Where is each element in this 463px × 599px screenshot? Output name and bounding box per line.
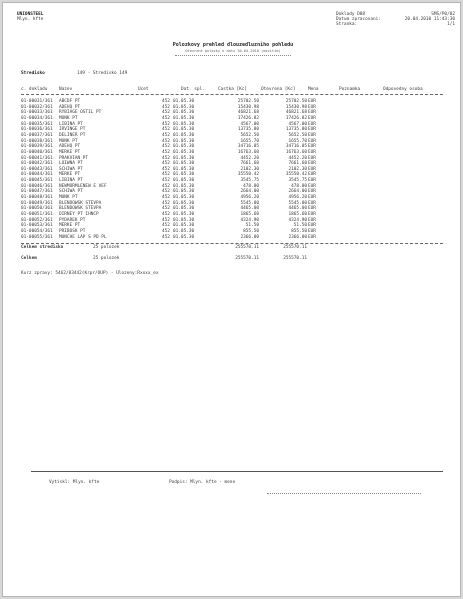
open-amount: 15430.98 [285,104,307,110]
doc-number: 01-00035/361 [21,121,53,127]
open-amount: 3545.75 [288,178,307,184]
open-amount: 4465.00 [288,206,307,212]
currency: EUR [308,178,316,184]
amount: 2102.30 [240,166,259,172]
partner-name: SCHIWA PT [59,189,83,195]
currency: EUR [308,121,316,127]
partner-name: PRIBOSK PT [59,228,86,234]
partner-name: LOIWNA PT [59,161,83,167]
doc-number: 01-00045/361 [21,178,53,184]
header-label-date: Datum zpracovani: [336,17,381,22]
header-label-doklady: Doklady D88 [336,12,366,17]
col-responsible: Odpovedny osoba [383,87,423,92]
table-row [21,161,413,166]
signature-line [267,493,421,494]
partner-name: ADEHQ PT [59,144,81,150]
signature-label: Podpis: Mlyn. kfte - mene [169,480,236,485]
account: 452 [162,144,170,150]
account: 452 [162,200,170,206]
amount: 35550.42 [237,172,259,178]
due-date: 01.05.30 [173,172,195,178]
account: 452 [162,127,170,133]
amount: 1865.60 [240,212,259,217]
account: 452 [162,234,170,240]
amount: 4465.00 [240,206,259,212]
due-date: 01.05.30 [173,121,195,127]
open-amount: 4324.90 [288,217,307,223]
report-page [2,2,461,597]
account: 452 [162,161,170,167]
due-date: 01.05.30 [173,195,195,201]
amount: 25702.50 [237,99,259,104]
doc-number: 01-00049/361 [21,200,53,206]
open-amount: 5652.50 [288,132,307,138]
table-row [21,116,413,121]
open-amount: 4956.20 [288,195,307,201]
open-amount: 25702.50 [285,99,307,104]
currency: EUR [308,223,316,229]
currency: EUR [308,149,316,155]
table-row [21,156,413,161]
due-date: 01.05.30 [173,99,195,104]
doc-number: 01-00040/361 [21,149,53,155]
amount: 15430.98 [237,104,259,110]
currency: EUR [308,155,316,161]
total-label: Celkem [21,256,37,261]
footer-rule [31,471,443,472]
account: 452 [162,189,170,195]
partner-name: IRVINGE PT [59,127,86,133]
account: 452 [162,104,170,110]
col-name: Nazev [59,87,73,92]
total-amount: 255570.11 [235,256,259,261]
partner-name: ADEHQ PT [59,104,81,110]
table-row [21,229,413,234]
partner-name: MERKE PT [59,172,81,178]
account: 452 [162,223,170,229]
open-amount: 4567.00 [288,121,307,127]
currency: EUR [308,200,316,206]
account: 452 [162,166,170,172]
open-amount: 7661.60 [288,161,307,167]
page-number: 1/1 [447,22,455,27]
due-date: 01.05.30 [173,200,195,206]
doc-number: 01-00043/361 [21,166,53,172]
amount: 478.00 [243,183,259,189]
amount: 4956.20 [240,195,259,201]
due-date: 01.05.30 [173,223,195,229]
printed-by: Vytiskl: Mlyn. kfte [49,480,100,485]
table-row [21,172,413,177]
account: 452 [162,195,170,201]
report-title: Polozkovy prehled dlouzedluzniho pohledu [172,42,294,48]
amount: 1655.70 [240,138,259,144]
subtotal-label: Celkem stredisko [21,245,64,250]
subtotal-open: 255570.11 [283,245,307,250]
doc-number: 01-00054/361 [21,228,53,234]
partner-name: DIRNEY PT IHNCP [59,212,99,217]
due-date: 01.05.30 [173,104,195,110]
open-amount: 16763.60 [285,149,307,155]
partner-name: LIBINA PT [59,121,83,127]
account: 452 [162,138,170,144]
filter-label: Stredisko [21,71,45,76]
exchange-footnote: Kurz zpravy: 5462/03442(Krpr/OUP) - Ulozeny:Rxxxx_ex [21,271,159,276]
due-date: 01.05.30 [173,149,195,155]
currency: EUR [308,127,316,133]
currency: EUR [308,144,316,150]
partner-name: DELINER PT [59,132,86,138]
table-row [21,223,413,228]
subtotal-amount: 255570.11 [235,245,259,250]
table-row [21,133,413,138]
col-date: Dat. spl. [181,87,205,92]
due-date: 01.05.30 [173,178,195,184]
amount: 51.50 [245,223,259,229]
due-date: 01.05.30 [173,155,195,161]
account: 452 [162,206,170,212]
due-date: 01.05.30 [173,189,195,195]
partner-name: MERKE PT [59,223,81,229]
partner-name: MUNCHE LAP S PD PL [59,234,107,240]
open-amount: 2664.00 [288,189,307,195]
account: 452 [162,178,170,184]
open-amount: 35550.42 [285,172,307,178]
doc-number: 01-00031/361 [21,99,53,104]
col-currency: Mena [308,87,319,92]
account: 452 [162,172,170,178]
amount: 2664.00 [240,189,259,195]
amount: 4324.90 [240,217,259,223]
currency: EUR [308,104,316,110]
processing-date: 20.04.2010 11:43:30 [404,17,455,22]
due-date: 01.05.30 [173,110,195,116]
table-row [21,150,413,155]
account: 452 [162,183,170,189]
title-underline [175,55,291,56]
currency: EUR [308,161,316,167]
partner-name: ABCDF PT [59,99,81,104]
doc-number: 01-00033/361 [21,110,53,116]
doc-number: 01-00048/361 [21,195,53,201]
currency: EUR [308,206,316,212]
amount: 4452.20 [240,155,259,161]
doc-number: 01-00052/361 [21,217,53,223]
partner-name: MUNK PT [59,115,78,121]
col-amount: Castka [Kc] [218,87,248,92]
total-open: 255570.11 [283,256,307,261]
open-amount: 13735.80 [285,127,307,133]
partner-name: BLENDOWSK STEVPA [59,206,102,212]
doc-number: 01-00046/361 [21,183,53,189]
doc-number: 01-00050/361 [21,206,53,212]
open-amount: 478.00 [291,183,307,189]
currency: EUR [308,234,316,240]
company-subline: Mlyn. kfte [17,17,44,22]
due-date: 01.05.30 [173,183,195,189]
partner-name: LIBINA PT [59,178,83,184]
partner-name: NEWMORMLENEW E VEF [59,183,107,189]
partner-name: MUNK PT [59,195,78,201]
due-date: 01.05.30 [173,138,195,144]
subtotal-count: 25 polozek [93,245,120,250]
open-amount: 2102.30 [288,166,307,172]
due-date: 01.05.30 [173,228,195,234]
due-date: 01.05.30 [173,206,195,212]
account: 452 [162,132,170,138]
table-row [21,189,413,194]
amount: 5545.00 [240,200,259,206]
open-amount: 17426.82 [285,115,307,121]
amount: 5652.50 [240,132,259,138]
account: 452 [162,99,170,104]
amount: 855.50 [243,228,259,234]
col-doc: c. dokladu [21,87,48,92]
currency: EUR [308,138,316,144]
partner-name: PRAKVIAN PT [59,155,89,161]
account: 452 [162,212,170,217]
table-row [21,127,413,132]
doc-number: 01-00034/361 [21,115,53,121]
partner-name: RYBIAGE OSTIL PT [59,110,102,116]
currency: EUR [308,99,316,104]
due-date: 01.05.30 [173,166,195,172]
account: 452 [162,115,170,121]
currency: EUR [308,132,316,138]
amount: 13735.80 [237,127,259,133]
report-subtitle: Otevrene polozky k datu 30.04.2010 (mezitim) [185,49,281,53]
doc-number: 01-00055/361 [21,234,53,240]
due-date: 01.05.30 [173,144,195,150]
doc-number: 01-00037/361 [21,132,53,138]
due-date: 01.05.30 [173,161,195,167]
due-date: 01.05.30 [173,234,195,240]
col-open: Otevrena [Kc] [261,87,296,92]
currency: EUR [308,217,316,223]
account: 452 [162,217,170,223]
account: 452 [162,155,170,161]
table-row [21,144,413,149]
amount: 2366.00 [240,234,259,240]
doc-number: 01-00036/361 [21,127,53,133]
doc-number: 01-00042/361 [21,161,53,167]
open-amount: 1655.70 [288,138,307,144]
amount: 34716.05 [237,144,259,150]
currency: EUR [308,115,316,121]
table-row [21,206,413,211]
amount: 17426.82 [237,115,259,121]
currency: EUR [308,166,316,172]
open-amount: 51.50 [293,223,307,229]
currency: EUR [308,110,316,116]
doc-number: 01-00053/361 [21,223,53,229]
doc-number: 01-00041/361 [21,155,53,161]
doc-number: 01-00044/361 [21,172,53,178]
table-row [21,195,413,200]
doc-number: 01-00047/361 [21,189,53,195]
account: 452 [162,228,170,234]
currency: EUR [308,195,316,201]
currency: EUR [308,228,316,234]
partner-name: MUNK PT [59,138,78,144]
due-date: 01.05.30 [173,212,195,217]
company-name: UNIONSTEEL [17,12,44,17]
doc-number: 01-00032/361 [21,104,53,110]
total-row [21,256,413,261]
table-row [21,212,413,217]
table-header [21,87,423,92]
account: 452 [162,149,170,155]
total-count: 25 polozek [93,256,120,261]
body-rule [21,243,443,244]
filter-value: 149 - Stredisko 149 [77,71,128,76]
open-amount: 5545.00 [288,200,307,206]
open-amount: 1865.60 [288,212,307,217]
amount: 4567.00 [240,121,259,127]
doc-number: 01-00051/361 [21,212,53,217]
currency: EUR [308,172,316,178]
amount: 7661.60 [240,161,259,167]
open-amount: 855.50 [291,228,307,234]
amount: 46821.68 [237,110,259,116]
currency: EUR [308,183,316,189]
open-amount: 46821.68 [285,110,307,116]
partner-name: BLENDOWSK STEVPA [59,200,102,206]
currency: EUR [308,189,316,195]
currency: EUR [308,212,316,217]
due-date: 01.05.30 [173,127,195,133]
amount: 16763.60 [237,149,259,155]
partner-name: SCHIWA PT [59,166,83,172]
subtotal-row [21,245,413,250]
due-date: 01.05.30 [173,217,195,223]
doc-number: 01-00039/361 [21,144,53,150]
col-account: Ucet [138,87,149,92]
account: 452 [162,121,170,127]
amount: 3545.75 [240,178,259,184]
open-amount: 34716.05 [285,144,307,150]
open-amount: 4452.20 [288,155,307,161]
program-code: SMS/P0/02 [431,12,455,17]
table-row [21,235,413,240]
header-rule [21,94,443,95]
col-note: Poznamka [339,87,361,92]
due-date: 01.05.30 [173,132,195,138]
partner-name: MERKE PT [59,149,81,155]
doc-number: 01-00038/361 [21,138,53,144]
table-row [21,178,413,183]
open-amount: 2366.00 [288,234,307,240]
header-label-page: Stranka: [336,22,358,27]
table-row [21,110,413,115]
account: 452 [162,110,170,116]
table-row [21,99,413,104]
partner-name: PYDAREK PT [59,217,86,223]
due-date: 01.05.30 [173,115,195,121]
